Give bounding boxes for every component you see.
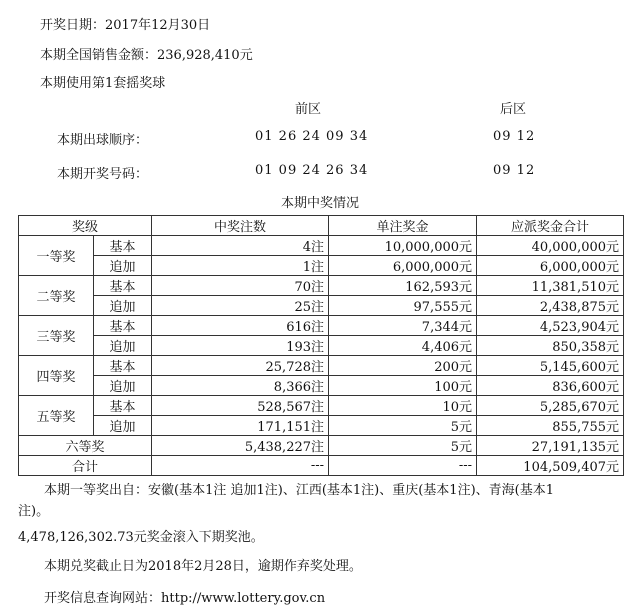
total-prize: 5,285,670元 xyxy=(477,396,624,416)
table-row xyxy=(19,296,624,316)
unit-prize: 7,344元 xyxy=(329,316,477,336)
unit-prize: 10元 xyxy=(329,396,477,416)
total-prize: 11,381,510元 xyxy=(477,276,624,296)
total-prize: 5,145,600元 xyxy=(477,356,624,376)
unit-prize: 5元 xyxy=(329,416,477,436)
total-count: --- xyxy=(152,456,329,476)
header-total: 应派奖金合计 xyxy=(477,216,624,236)
winner-count: 70注 xyxy=(152,276,329,296)
total-prize: 4,523,904元 xyxy=(477,316,624,336)
table-row xyxy=(19,236,624,256)
unit-prize: 97,555元 xyxy=(329,296,477,316)
unit-prize: 6,000,000元 xyxy=(329,256,477,276)
prize-type: 追加 xyxy=(94,336,152,356)
info-website[interactable]: 开奖信息查询网站：http://www.lottery.gov.cn xyxy=(44,591,326,606)
unit-prize: 10,000,000元 xyxy=(329,236,477,256)
table-row xyxy=(19,376,624,396)
prize-level: 六等奖 xyxy=(19,436,152,456)
unit-prize: 100元 xyxy=(329,376,477,396)
header-unit: 单注奖金 xyxy=(329,216,477,236)
table-row xyxy=(19,396,624,416)
table-total-row xyxy=(19,456,624,476)
draw-date: 开奖日期：2017年12月30日 xyxy=(40,18,211,33)
total-prize: 40,000,000元 xyxy=(477,236,624,256)
table-row xyxy=(19,436,624,456)
total-prize: 6,000,000元 xyxy=(477,256,624,276)
prize-type: 基本 xyxy=(94,356,152,376)
total-prize: 850,358元 xyxy=(477,336,624,356)
winner-count: 25,728注 xyxy=(152,356,329,376)
unit-prize: 5元 xyxy=(329,436,477,456)
winner-count: 1注 xyxy=(152,256,329,276)
unit-prize: 200元 xyxy=(329,356,477,376)
prize-level: 三等奖 xyxy=(19,316,94,356)
table-row xyxy=(19,276,624,296)
winner-count: 8,366注 xyxy=(152,376,329,396)
header-level: 奖级 xyxy=(19,216,152,236)
winner-count: 171,151注 xyxy=(152,416,329,436)
claim-deadline: 本期兑奖截止日为2018年2月28日，逾期作弃奖处理。 xyxy=(44,559,362,574)
prize-type: 基本 xyxy=(94,236,152,256)
winner-count: 193注 xyxy=(152,336,329,356)
draw-front-numbers: 01 09 24 26 34 xyxy=(255,163,369,178)
unit-prize: 162,593元 xyxy=(329,276,477,296)
winner-count: 5,438,227注 xyxy=(152,436,329,456)
total-prize: 836,600元 xyxy=(477,376,624,396)
winner-count: 528,567注 xyxy=(152,396,329,416)
total-prize: 855,755元 xyxy=(477,416,624,436)
prize-level: 五等奖 xyxy=(19,396,94,436)
prize-type: 基本 xyxy=(94,276,152,296)
table-row xyxy=(19,336,624,356)
table-header-row xyxy=(19,216,624,236)
table-row xyxy=(19,256,624,276)
table-row xyxy=(19,356,624,376)
table-row xyxy=(19,316,624,336)
sales-amount: 本期全国销售金额：236,928,410元 xyxy=(40,48,253,63)
total-prize: 27,191,135元 xyxy=(477,436,624,456)
prize-table xyxy=(18,215,624,476)
prize-type: 基本 xyxy=(94,316,152,336)
back-zone-header: 后区 xyxy=(500,102,527,117)
order-label: 本期出球顺序： xyxy=(57,133,149,148)
total-label: 合计 xyxy=(19,456,152,476)
jackpot-rollover: 4,478,126,302.73元奖金滚入下期奖池。 xyxy=(18,530,264,545)
order-front-numbers: 01 26 24 09 34 xyxy=(255,129,369,144)
header-count: 中奖注数 xyxy=(152,216,329,236)
winner-count: 4注 xyxy=(152,236,329,256)
winner-count: 25注 xyxy=(152,296,329,316)
prize-type: 追加 xyxy=(94,416,152,436)
ball-set: 本期使用第1套摇奖球 xyxy=(40,76,166,91)
prize-level: 二等奖 xyxy=(19,276,94,316)
front-zone-header: 前区 xyxy=(295,102,322,117)
winner-count: 616注 xyxy=(152,316,329,336)
prize-type: 追加 xyxy=(94,376,152,396)
first-prize-origin-cont: 注)。 xyxy=(18,504,50,519)
grand-total: 104,509,407元 xyxy=(477,456,624,476)
first-prize-origin: 本期一等奖出自：安徽(基本1注 追加1注)、江西(基本1注)、重庆(基本1注)、青海(基本1 xyxy=(44,483,554,498)
prize-type: 追加 xyxy=(94,296,152,316)
unit-prize: 4,406元 xyxy=(329,336,477,356)
order-back-numbers: 09 12 xyxy=(493,129,536,144)
total-unit: --- xyxy=(329,456,477,476)
table-row xyxy=(19,416,624,436)
table-title: 本期中奖情况 xyxy=(280,196,359,211)
total-prize: 2,438,875元 xyxy=(477,296,624,316)
draw-label: 本期开奖号码： xyxy=(57,167,149,182)
prize-type: 基本 xyxy=(94,396,152,416)
prize-type: 追加 xyxy=(94,256,152,276)
prize-level: 四等奖 xyxy=(19,356,94,396)
draw-back-numbers: 09 12 xyxy=(493,163,536,178)
prize-level: 一等奖 xyxy=(19,236,94,276)
